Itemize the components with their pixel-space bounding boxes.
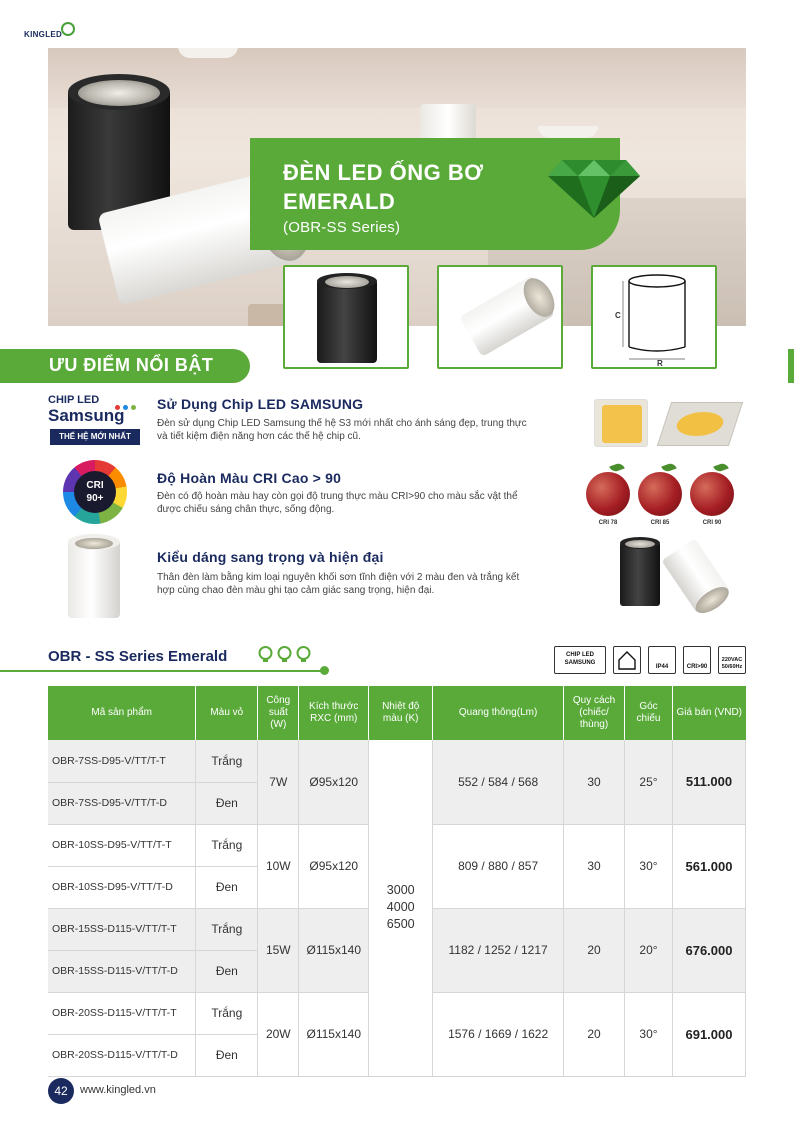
ip44-icon: IP44: [648, 646, 676, 674]
column-header: Giá bán (VND): [672, 686, 745, 740]
column-header: Công suất (W): [258, 686, 299, 740]
white-downlight-icon: [68, 540, 120, 618]
product-subtitle: (OBR-SS Series): [283, 219, 401, 236]
table-row: [48, 740, 746, 782]
product-code: OBR-10SS-D95-V/TT/T-T: [48, 824, 196, 866]
black-downlight-icon: [620, 542, 660, 606]
column-header: Góc chiếu: [625, 686, 673, 740]
pack-qty: 30: [564, 740, 625, 824]
housing-color: Đen: [196, 782, 258, 824]
series-underline: [0, 670, 326, 672]
logo-ring-icon: [61, 22, 75, 36]
website-link[interactable]: www.kingled.vn: [80, 1084, 156, 1096]
chip-badge-line1: CHIP LED: [48, 394, 100, 406]
bulb-icon: [277, 646, 292, 663]
beam-angle: 25°: [625, 740, 673, 824]
power: 15W: [258, 908, 299, 992]
cri-eye-icon: CRI>90: [683, 646, 711, 674]
spec-table: [48, 686, 746, 1077]
feature-text: Đèn có độ hoàn màu hay còn gọi độ trung thực màu CRI>90 cho màu sắc vật thể được chiếu sáng chân thực, sống động.: [157, 491, 518, 515]
chip-badge-line3: THẾ HỆ MỚI NHẤT: [50, 429, 140, 445]
bulb-icon: [296, 646, 311, 663]
price: 511.000: [672, 740, 745, 824]
lumen: 1182 / 1252 / 1217: [433, 908, 564, 992]
cri-badge-icon: [63, 460, 127, 524]
housing-color: Đen: [196, 866, 258, 908]
led-chip-icon: [594, 399, 648, 447]
column-header: Nhiệt độ màu (K): [369, 686, 433, 740]
product-code: OBR-15SS-D115-V/TT/T-D: [48, 950, 196, 992]
cri-badge-line2: 90+: [86, 493, 104, 504]
pack-qty: 20: [564, 992, 625, 1076]
pack-qty: 20: [564, 908, 625, 992]
power: 20W: [258, 992, 299, 1076]
product-code: OBR-7SS-D95-V/TT/T-T: [48, 740, 196, 782]
color-temperature: 3000 4000 6500: [369, 740, 433, 1076]
column-header: Mã sản phẩm: [48, 686, 196, 740]
logo-text: KINGLED: [24, 30, 63, 39]
column-header: Quang thông(Lm): [433, 686, 564, 740]
edge-strip: [788, 349, 794, 383]
ceiling-lamp-icon: [538, 126, 598, 138]
series-dot: [320, 666, 329, 675]
feature-title: Sử Dụng Chip LED SAMSUNG: [157, 396, 364, 412]
cri-badge-line1: CRI: [86, 480, 104, 491]
black-downlight-icon: [317, 279, 377, 363]
product-code: OBR-7SS-D95-V/TT/T-D: [48, 782, 196, 824]
column-header: Kích thước RXC (mm): [299, 686, 369, 740]
feature-title: Độ Hoàn Màu CRI Cao > 90: [157, 470, 342, 486]
lumen: 809 / 880 / 857: [433, 824, 564, 908]
power: 7W: [258, 740, 299, 824]
white-downlight-icon: [662, 538, 731, 613]
column-header: Quy cách (chiếc/ thùng): [564, 686, 625, 740]
beam-angle: 30°: [625, 992, 673, 1076]
apple-label: CRI 85: [650, 520, 670, 526]
thumbnail-black-downlight: [283, 265, 409, 369]
size: Ø115x140: [299, 908, 369, 992]
size: Ø115x140: [299, 992, 369, 1076]
voltage-icon: 220VAC 50/60Hz: [718, 646, 746, 674]
size: Ø95x120: [299, 740, 369, 824]
product-title: ĐÈN LED ỐNG BƠ EMERALD: [283, 160, 484, 214]
feature-text: Thân đèn làm bằng kim loại nguyên khối sơn tĩnh điện với 2 màu đen và trắng kết hợp cùng chao đèn màu ghi tạo cảm giác sang trọng, hiện đại.: [157, 572, 520, 596]
page-number: 42: [48, 1078, 74, 1104]
power: 10W: [258, 824, 299, 908]
product-code: OBR-10SS-D95-V/TT/T-D: [48, 866, 196, 908]
column-header: Màu vỏ: [196, 686, 258, 740]
advantages-heading: ƯU ĐIỂM NỔI BẬT: [49, 355, 214, 375]
housing-color: Đen: [196, 950, 258, 992]
housing-color: Trắng: [196, 992, 258, 1034]
dimension-width-label: R: [657, 359, 663, 368]
feature-text: Đèn sử dụng Chip LED Samsung thế hệ S3 mới nhất cho ánh sáng đẹp, trung thực và tiết kiệm điện năng hơn các thế hệ chip cũ.: [157, 418, 527, 442]
dimension-drawing-icon: [593, 267, 715, 367]
size: Ø95x120: [299, 824, 369, 908]
price: 676.000: [672, 908, 745, 992]
ceiling-lamp-icon: [178, 48, 238, 58]
thumbnail-white-downlight: [437, 265, 563, 369]
table-header-row: [48, 686, 746, 740]
apple-icon: [638, 472, 682, 516]
beam-angle: 30°: [625, 824, 673, 908]
kingled-logo: [24, 22, 84, 44]
price: 561.000: [672, 824, 745, 908]
apple-icon: [690, 472, 734, 516]
housing-color: Trắng: [196, 824, 258, 866]
indoor-use-icon: [613, 646, 641, 674]
beam-angle: 20°: [625, 908, 673, 992]
housing-color: Trắng: [196, 740, 258, 782]
apple-icon: [586, 472, 630, 516]
apple-label: CRI 90: [702, 520, 722, 526]
product-code: OBR-20SS-D115-V/TT/T-D: [48, 1034, 196, 1076]
housing-color: Đen: [196, 1034, 258, 1076]
bulb-icon: [258, 646, 273, 663]
chip-badge-line2: Samsung: [48, 406, 125, 425]
samsung-chip-cert-icon: CHIP LED SAMSUNG: [554, 646, 606, 674]
lumen: 552 / 584 / 568: [433, 740, 564, 824]
white-downlight-icon: [459, 275, 555, 357]
led-chip-icon: [657, 402, 743, 446]
dimension-height-label: C: [615, 311, 621, 320]
product-code: OBR-20SS-D115-V/TT/T-T: [48, 992, 196, 1034]
product-code: OBR-15SS-D115-V/TT/T-T: [48, 908, 196, 950]
pack-qty: 30: [564, 824, 625, 908]
apple-label: CRI 78: [598, 520, 618, 526]
emerald-gem-icon: [548, 150, 640, 218]
housing-color: Trắng: [196, 908, 258, 950]
lumen: 1576 / 1669 / 1622: [433, 992, 564, 1076]
feature-title: Kiểu dáng sang trọng và hiện đại: [157, 549, 384, 565]
samsung-chip-badge: [48, 394, 142, 450]
series-title: OBR - SS Series Emerald: [48, 648, 228, 665]
price: 691.000: [672, 992, 745, 1076]
thumbnail-dimension-drawing: [591, 265, 717, 369]
